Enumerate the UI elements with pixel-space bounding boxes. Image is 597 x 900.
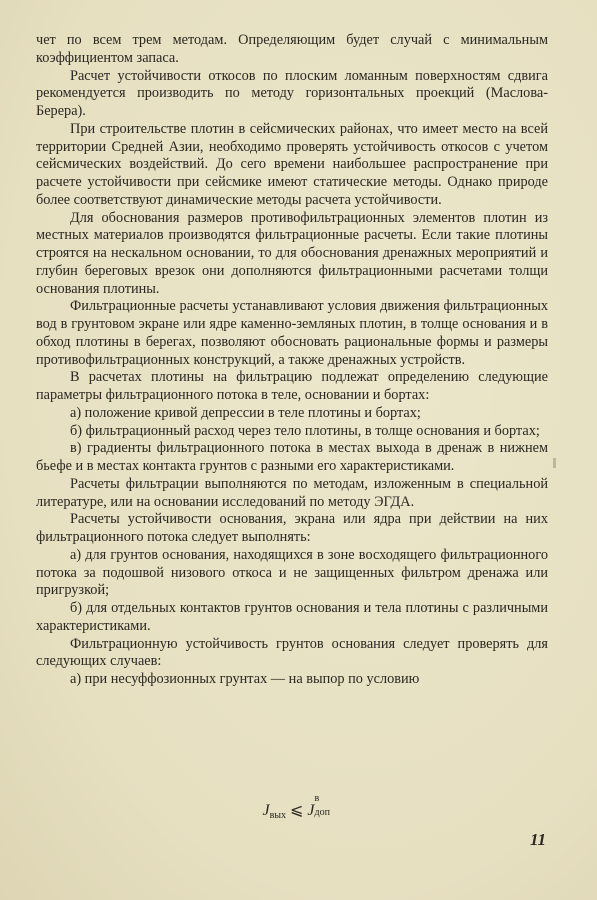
formula-rhs-scripts [314, 793, 335, 818]
formula-relation: ⩽ [290, 802, 304, 819]
paragraph-2: Расчет устойчивости откосов по плоским ломанным поверхностям сдвига рекомендуется производить по методу горизонтальных проекций (Маслова-Берера). [36, 67, 548, 119]
formula-rhs-sub: доп [314, 807, 330, 818]
paragraph-9: Фильтрационную устойчивость грунтов основания следует проверять для следующих случаев: [36, 635, 548, 670]
paragraph-8: Расчеты устойчивости основания, экрана или ядра при действии на них фильтрационного потока следует выполнять: [36, 511, 548, 545]
formula-lhs-sub: вых [269, 810, 287, 821]
formula [0, 793, 597, 821]
list-item-c: в) градиенты фильтрационного потока в местах выхода в дренаж в нижнем бьефе и в местах контакта грунтов с разными его характеристиками. [36, 440, 548, 474]
formula-rhs-sup: в [314, 793, 320, 804]
paragraph-3: При строительстве плотин в сейсмических районах, что имеет место на всей территории Средней Азии, необходимо проверять устойчивость откосов с учетом сейсмических воздействий. До сего времени наибольшее распространение при расчете устойчивости при сейсмике имеют статические методы. Однако природе более соответствуют динамические методы расчета устойчивости. [36, 120, 548, 208]
body-text [36, 32, 548, 689]
paragraph-1: чет по всем трем методам. Определяющим будет случай с минимальным коэффициентом запаса. [36, 32, 548, 66]
list-item-b2: б) для отдельных контактов грунтов основания и тела плотины с различными характеристиками. [36, 600, 548, 634]
list-item-a: а) положение кривой депрессии в теле плотины и бортах; [70, 404, 421, 421]
formula-lhs-symbol: J [262, 802, 270, 819]
paragraph-6: В расчетах плотины на фильтрацию подлежат определению следующие параметры фильтрационного потока в теле, основании и бортах: [36, 369, 548, 403]
margin-mark [553, 458, 556, 468]
formula-rhs-symbol: J [307, 802, 315, 819]
list-item-a2: а) для грунтов основания, находящихся в зоне восходящего фильтрационного потока за подошвой низового откоса и не защищенных фильтром дренажа или пригрузкой; [36, 546, 548, 599]
paragraph-7: Расчеты фильтрации выполняются по методам, изложенным в специальной литературе, или на основании исследований по методу ЭГДА. [36, 475, 548, 510]
page-number: 11 [530, 830, 547, 849]
paragraph-5: Фильтрационные расчеты устанавливают условия движения фильтрационных вод в грунтовом экране или ядре каменно-земляных плотин, в толще основания и в обход плотины в берегах, позволяют обосновать рациональные формы и размеры противофильтрационных конструкций, а также дренажных устройств. [36, 298, 548, 368]
paragraph-4: Для обоснования размеров противофильтрационных элементов плотин из местных материалов производятся фильтрационные расчеты. Если такие плотины строятся на нескальном основании, то для обоснования дренажных мероприятий и глубин береговых врезок они дополняются фильтрационными расчетами толщи основания плотины. [36, 209, 548, 297]
list-item-b: б) фильтрационный расход через тело плотины, в толще основания и бортах; [70, 422, 540, 439]
list-item-a3: а) при несуффозионных грунтах — на выпор по условию [70, 671, 420, 687]
